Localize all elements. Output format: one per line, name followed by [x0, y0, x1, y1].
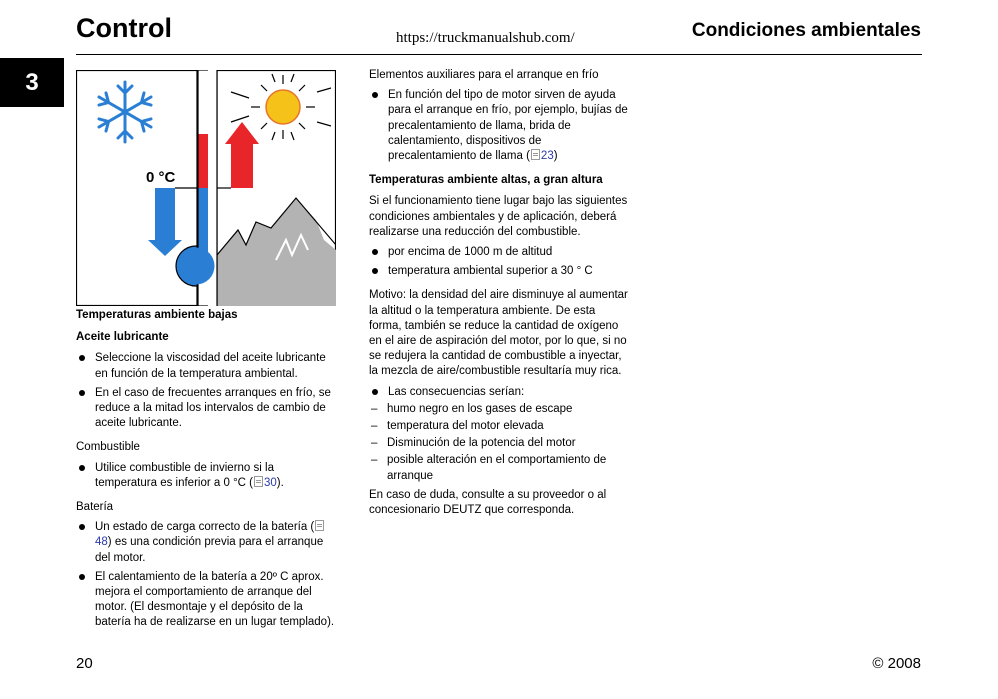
left-column [76, 308, 338, 640]
closing-paragraph: En caso de duda, consulte a su proveedor o al concesionario DEUTZ que corresponda. [369, 488, 607, 517]
high-temp-intro: Si el funcionamiento tiene lugar bajo las siguientes condiciones ambientales y de aplicación, deberá realizarse una reducción del combustible. [369, 195, 628, 238]
chapter-tab [0, 58, 64, 107]
page-ref-icon [531, 149, 540, 160]
motive-paragraph: Motivo: la densidad del aire disminuye al aumentar la altitud o la temperatura ambiente. De esta forma, también se reduce la cantidad de oxígeno en el aire de aspiración del motor, por lo que, si no se redujera la cantidad de combustible a inyectar, la mezcla de aire/combustible resultaría muy rica. [369, 289, 628, 378]
list-item: – Disminución de la potencia del motor [369, 436, 631, 451]
page-ref-icon [315, 520, 324, 531]
list-item: El calentamiento de la batería a 20º C aprox. mejora el comportamiento de arranque del motor. (El desmontaje y el depósito de la batería ha de realizarse en un lugar templado). [76, 570, 338, 631]
consequences-list [369, 385, 631, 484]
list-item: En función del tipo de motor sirven de ayuda para el arranque en frío, por ejemplo, bujías de precalentamiento de llama, brida de calentamiento, dispositivos de precalentamiento de llama ( 23) [369, 88, 631, 164]
right-column [369, 68, 631, 523]
list-item: – temperatura del motor elevada [369, 419, 631, 434]
page-number: 20 [76, 655, 93, 672]
list-item: Seleccione la viscosidad del aceite lubricante en función de la temperatura ambiental. [76, 351, 338, 381]
battery-heading: Batería [76, 501, 114, 514]
high-temp-heading: Temperaturas ambiente altas, a gran altura [369, 174, 603, 187]
header-rule [76, 54, 922, 55]
list-item: por encima de 1000 m de altitud [369, 245, 631, 260]
battery-list [76, 520, 338, 630]
oil-heading: Aceite lubricante [76, 331, 169, 344]
conditions-list [369, 245, 631, 279]
page-reference-link[interactable]: 23 [530, 150, 554, 162]
page-title: Control [76, 13, 172, 43]
page-reference-link[interactable]: 30 [253, 477, 277, 489]
page-ref-icon [254, 476, 263, 487]
figure-caption: Temperaturas ambiente bajas [76, 309, 238, 321]
list-item: En el caso de frecuentes arranques en frío, se reduce a la mitad los intervalos de cambio de aceite lubricante. [76, 386, 338, 432]
copyright: © 2008 [872, 655, 921, 672]
list-item: temperatura ambiental superior a 30 ° C [369, 264, 631, 279]
section-title: Condiciones ambientales [691, 20, 921, 41]
fuel-heading: Combustible [76, 441, 140, 454]
temperature-illustration [76, 70, 336, 306]
list-item: – humo negro en los gases de escape [369, 402, 631, 417]
source-url[interactable]: https://truckmanualshub.com/ [396, 30, 575, 46]
list-item: Un estado de carga correcto de la batería (48) es una condición previa para el arranque del motor. [76, 520, 338, 566]
list-item: – posible alteración en el comportamiento de arranque [369, 453, 631, 483]
oil-list [76, 351, 338, 431]
fuel-list [76, 461, 338, 491]
list-item: Utilice combustible de invierno si la temperatura es inferior a 0 °C ( 30). [76, 461, 338, 491]
aux-list [369, 88, 631, 164]
zero-degree-label: 0 °C [146, 169, 176, 186]
aux-heading: Elementos auxiliares para el arranque en frío [369, 69, 599, 81]
consequence-dash-list [369, 402, 631, 484]
list-item: Las consecuencias serían: – humo negro en los gases de escape – temperatura del motor elevada – Disminución de la potencia del motor – posible alteración en el comportamiento de arranque [369, 385, 631, 484]
chapter-number: 3 [25, 68, 39, 96]
page-reference-link[interactable]: 48 [95, 521, 325, 548]
